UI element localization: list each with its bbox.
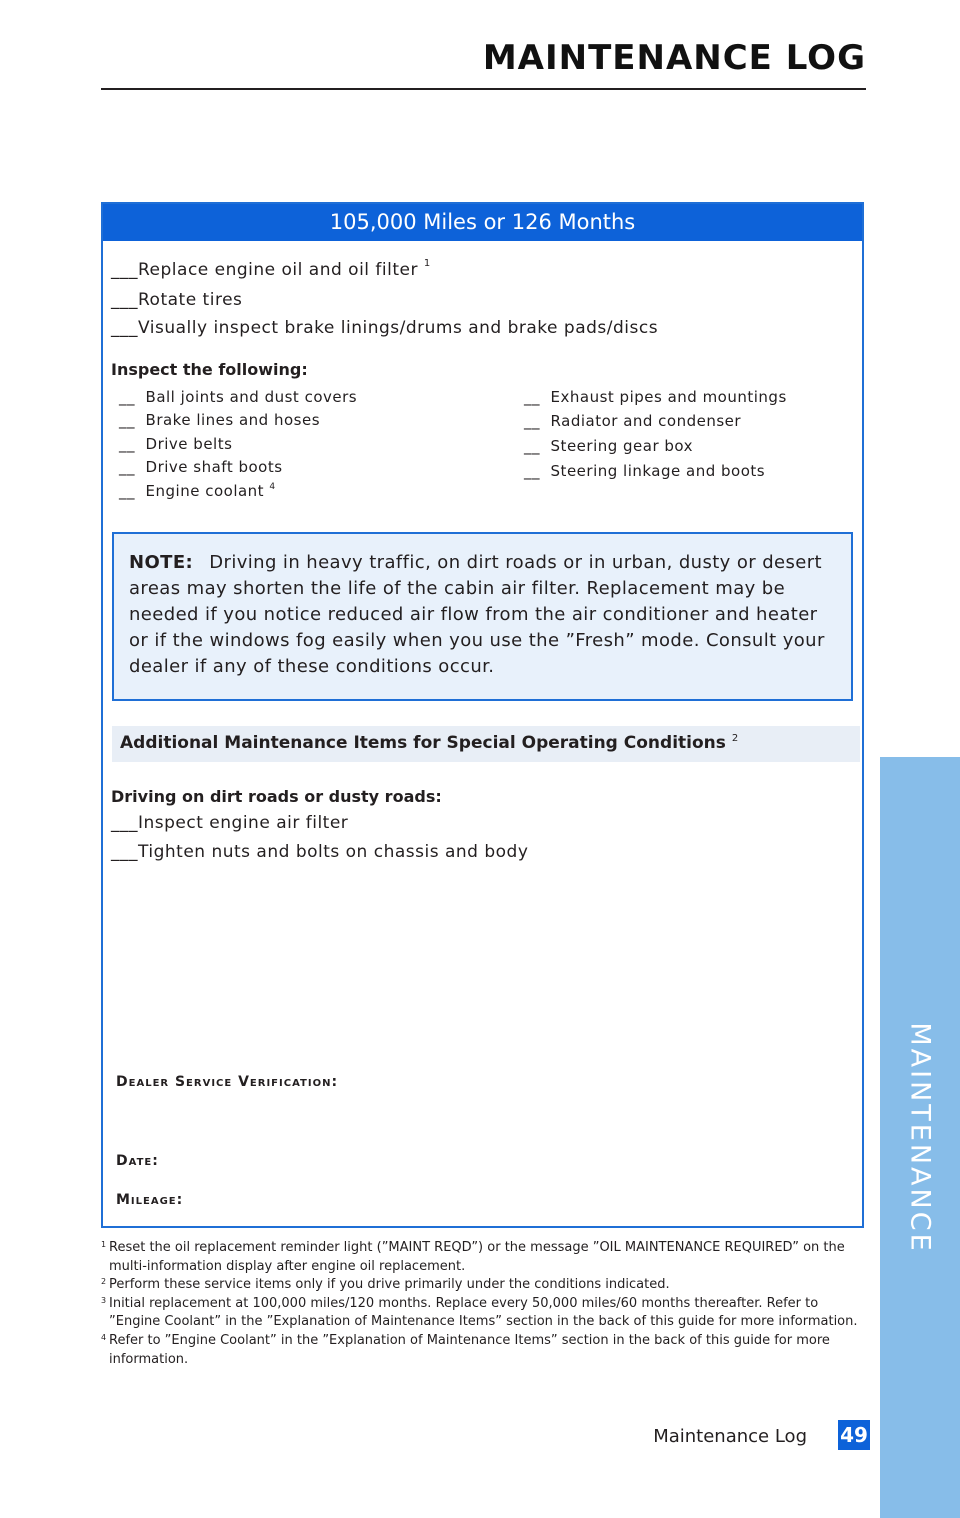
footnote: 4 Refer to ”Engine Coolant” in the ”Explanation of Maintenance Items” section in the back of this guide for more information.	[101, 1332, 830, 1367]
inspect-item: __ Drive belts	[119, 435, 233, 453]
maintenance-box	[101, 202, 864, 1228]
inspect-item: __ Drive shaft boots	[119, 458, 283, 476]
task-rotate-tires: ___Rotate tires	[111, 290, 243, 310]
inspect-item: __ Exhaust pipes and mountings	[524, 388, 787, 406]
additional-items-heading: Additional Maintenance Items for Special Operating Conditions	[120, 733, 726, 753]
task-inspect-air-filter: ___Inspect engine air filter	[111, 813, 349, 833]
inspect-item: __ Radiator and condenser	[524, 412, 742, 430]
task-tighten-nuts: ___Tighten nuts and bolts on chassis and body	[111, 842, 529, 862]
inspect-item: __ Steering gear box	[524, 437, 694, 455]
side-tab-label: MAINTENANCE	[904, 1022, 936, 1254]
footnote: 2 Perform these service items only if you drive primarily under the conditions indicated.	[101, 1277, 670, 1293]
dealer-verification-label: Dealer Service Verification:	[116, 1074, 339, 1090]
footnote-ref: 1	[423, 258, 431, 269]
page-header-title: MAINTENANCE LOG	[482, 38, 866, 78]
inspect-item: __ Engine coolant $^4$	[119, 482, 276, 500]
inspect-item: __ Ball joints and dust covers	[119, 388, 358, 406]
page-number-badge: 49	[838, 1420, 870, 1450]
note-label: NOTE:	[129, 552, 194, 573]
header-rule	[101, 88, 866, 90]
inspect-item: __ Brake lines and hoses	[119, 411, 321, 429]
footnote: 3 Initial replacement at 100,000 miles/120 months. Replace every 50,000 miles/60 months thereafter. Refer to ”Engine Coolant” in the ”Explanation of Maintenance Items” section in the back of this guide for more information.	[101, 1295, 858, 1330]
task-inspect-brakes: ___Visually inspect brake linings/drums and brake pads/discs	[111, 318, 659, 338]
note-text: Driving in heavy traffic, on dirt roads or in urban, dusty or desert areas may shorten the life of the cabin air filter. Replacement may be needed if you notice reduced air flow from the air conditioner and heater or if the windows fog easily when you use the ”Fresh” mode. Consult your dealer if any of these conditions occur.	[129, 552, 825, 677]
task-replace-oil: ___Replace engine oil and oil filter $^1$	[111, 258, 431, 280]
inspect-heading: Inspect the following:	[111, 360, 308, 379]
interval-heading: 105,000 Miles or 126 Months	[103, 204, 862, 241]
note-box	[112, 532, 853, 701]
side-tab	[880, 757, 960, 1518]
footnote: 1 Reset the oil replacement reminder light (”MAINT REQD”) or the message ”OIL MAINTENANCE REQUIRED” on the multi-information display after engine oil replacement.	[101, 1240, 845, 1274]
date-label: Date:	[116, 1153, 159, 1169]
condition-heading: Driving on dirt roads or dusty roads:	[111, 787, 442, 806]
footnote-ref: 4	[269, 482, 276, 492]
inspect-item: __ Steering linkage and boots	[524, 462, 766, 480]
footnotes	[101, 1239, 861, 1369]
footnote-ref: 2	[731, 733, 739, 744]
mileage-label: Mileage:	[116, 1192, 184, 1208]
footer-section-label: Maintenance Log	[653, 1426, 807, 1447]
additional-items-bar	[112, 726, 860, 762]
